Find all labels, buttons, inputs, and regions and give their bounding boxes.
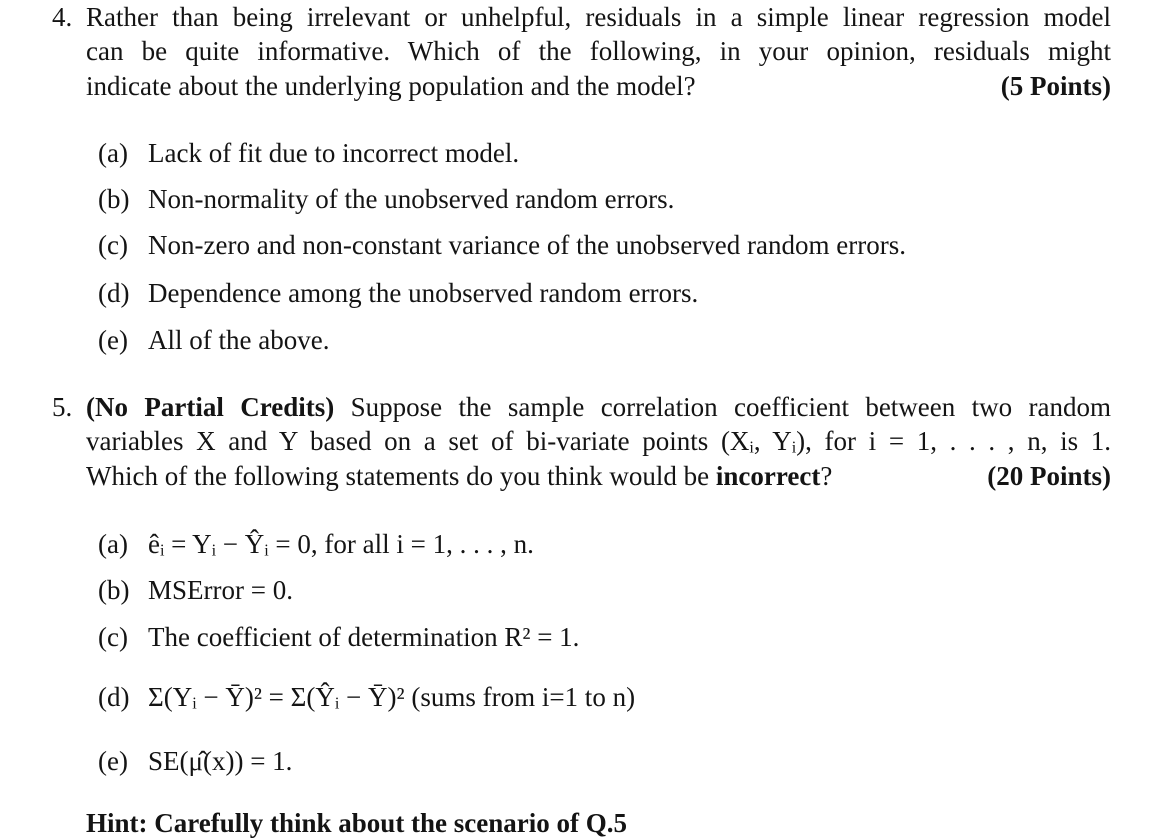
option-text: Σ(Yᵢ − Ȳ)² = Σ(Ŷᵢ − Ȳ)² (sums from i=1 to n) bbox=[148, 682, 636, 712]
option-text: Non-normality of the unobserved random errors. bbox=[148, 184, 675, 214]
option-b bbox=[98, 184, 674, 215]
option-label: (d) bbox=[98, 682, 130, 712]
option-a bbox=[98, 529, 534, 560]
option-label: (a) bbox=[98, 138, 128, 168]
question-number: 4. bbox=[52, 2, 73, 32]
option-label: (a) bbox=[98, 529, 128, 559]
option-label: (c) bbox=[98, 622, 128, 652]
option-label: (b) bbox=[98, 575, 130, 605]
hint-text: Hint: Carefully think about the scenario of Q.5 bbox=[86, 808, 628, 838]
option-label: (e) bbox=[98, 746, 128, 776]
option-label: (e) bbox=[98, 325, 128, 355]
question-text: Suppose the sample correlation coefficient between two random bbox=[350, 392, 1112, 422]
points-label: (20 Points) bbox=[987, 461, 1111, 491]
option-a bbox=[98, 138, 519, 169]
emphasis-word: incorrect bbox=[715, 461, 821, 491]
option-text: êᵢ = Yᵢ − Ŷᵢ = 0, for all i = 1, . . . , n. bbox=[148, 529, 534, 559]
option-text: SE(μ̂(x)) = 1. bbox=[148, 746, 293, 776]
bold-lead: (No Partial Credits) bbox=[86, 392, 335, 422]
option-text: Non-zero and non-constant variance of the unobserved random errors. bbox=[148, 230, 906, 260]
question-text-line: variables X and Y based on a set of bi-variate points (Xᵢ, Yᵢ), for i = 1, . . . , n, is 1. bbox=[86, 426, 1111, 456]
option-text: All of the above. bbox=[148, 325, 330, 355]
question-text: ? bbox=[820, 461, 833, 491]
option-label: (d) bbox=[98, 278, 130, 308]
option-e bbox=[98, 325, 329, 356]
question-text-line: Rather than being irrelevant or unhelpful, residuals in a simple linear regression model bbox=[86, 2, 1111, 32]
option-text: MSError = 0. bbox=[148, 575, 293, 605]
option-c bbox=[98, 230, 906, 261]
option-label: (b) bbox=[98, 184, 130, 214]
option-text: Dependence among the unobserved random errors. bbox=[148, 278, 699, 308]
option-e bbox=[98, 746, 292, 777]
option-d bbox=[98, 682, 635, 713]
question-number: 5. bbox=[52, 392, 73, 422]
option-b bbox=[98, 575, 293, 606]
option-label: (c) bbox=[98, 230, 128, 260]
question-text-line: can be quite informative. Which of the following, in your opinion, residuals might bbox=[86, 36, 1111, 66]
question-text-line: indicate about the underlying population and the model? bbox=[86, 71, 696, 101]
points-label: (5 Points) bbox=[1000, 71, 1111, 101]
question-text-line bbox=[86, 392, 1111, 423]
option-text: The coefficient of determination R² = 1. bbox=[148, 622, 580, 652]
option-text: Lack of fit due to incorrect model. bbox=[148, 138, 520, 168]
option-d bbox=[98, 278, 698, 309]
option-c bbox=[98, 622, 579, 653]
question-text: Which of the following statements do you think would be bbox=[86, 461, 710, 491]
question-text-line bbox=[86, 461, 1111, 492]
